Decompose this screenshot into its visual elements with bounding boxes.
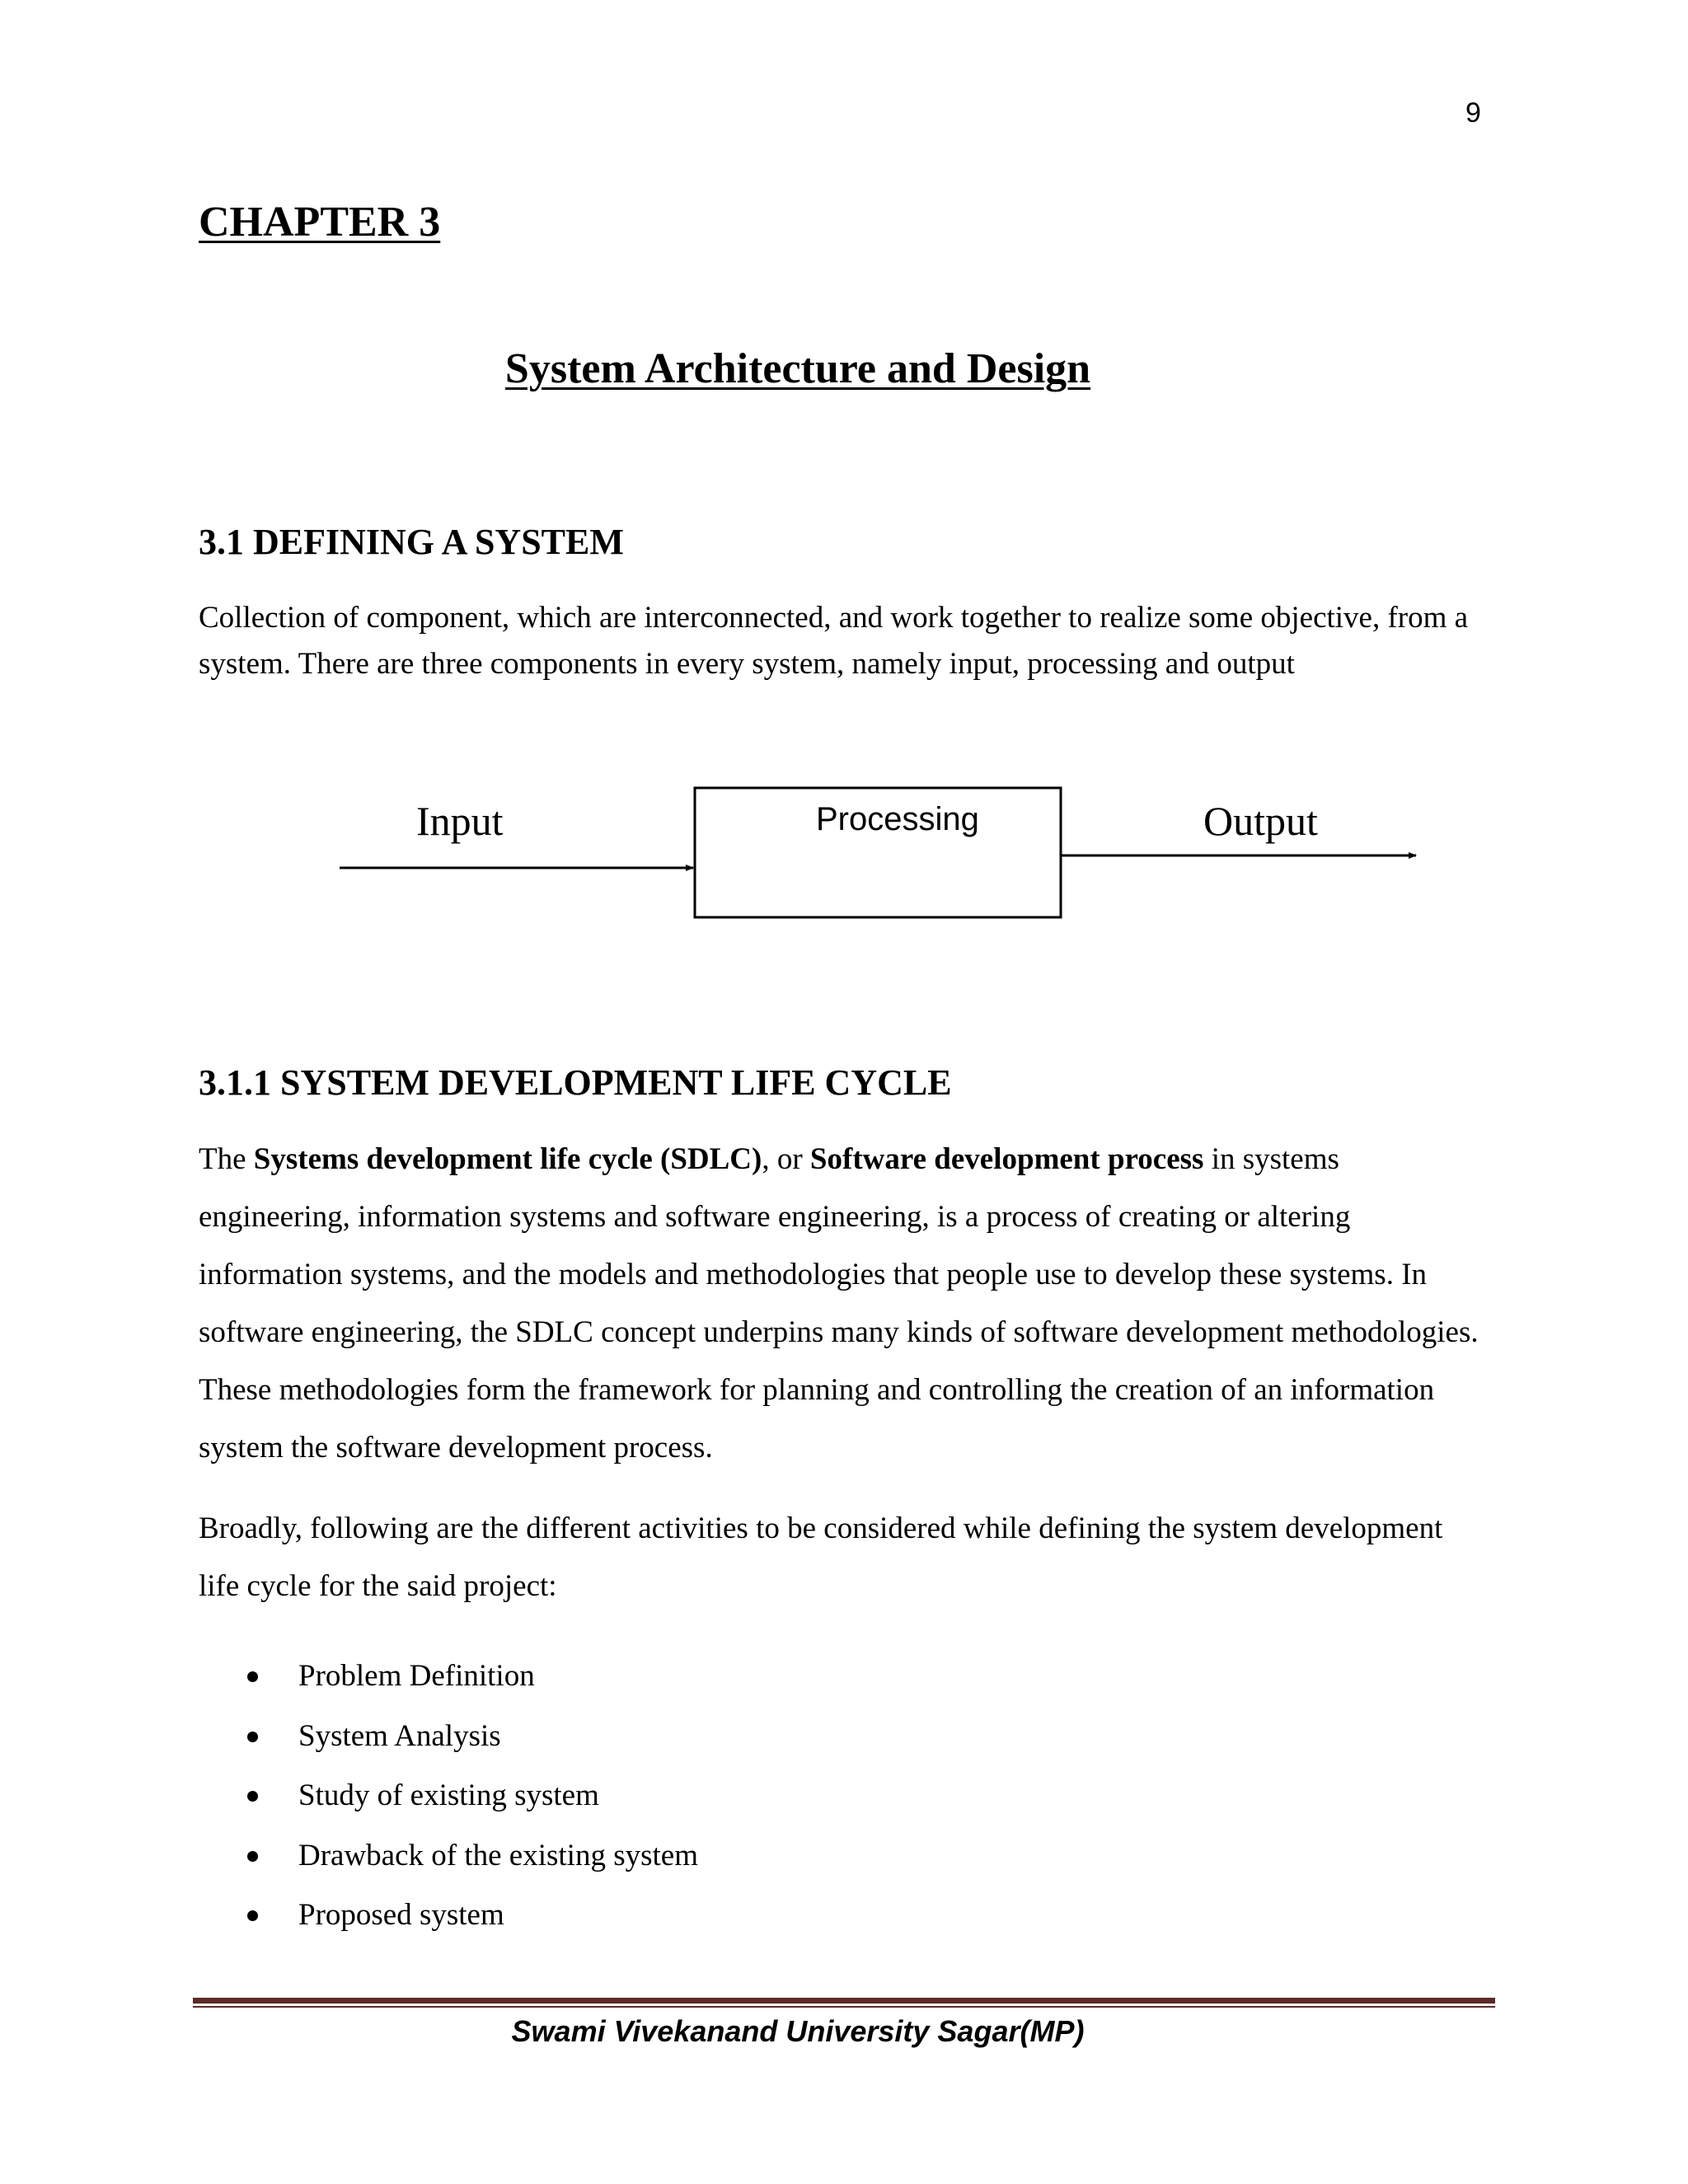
sdlc-paragraph-middle: , or xyxy=(762,1142,810,1176)
list-item xyxy=(247,1707,698,1767)
sdlc-paragraph-body: in systems engineering, information systems and software engineering, is a process of creating or altering information systems, and the models and methodologies that people use to develop these systems. In software engineering, the SDLC concept underpins many kinds of software development methodologies. These methodologies form the framework for planning and controlling the creation of an information system the software development process. xyxy=(199,1142,1479,1465)
footer-divider xyxy=(193,1998,1495,2008)
bullet-icon xyxy=(247,1671,258,1682)
list-item-text: System Analysis xyxy=(298,1718,501,1753)
list-item-text: Study of existing system xyxy=(298,1779,599,1812)
sdlc-paragraph-prefix: The xyxy=(199,1142,254,1176)
sdlc-paragraph xyxy=(199,1131,1484,1477)
activities-intro-paragraph: Broadly, following are the different activities to be considered while defining the system development life cycle for the said project: xyxy=(199,1511,1443,1603)
page-title: System Architecture and Design xyxy=(504,345,1091,392)
list-item-text: Drawback of the existing system xyxy=(298,1838,698,1872)
section-heading-sdlc: 3.1.1 SYSTEM DEVELOPMENT LIFE CYCLE xyxy=(199,1062,952,1103)
system-definition-paragraph: Collection of component, which are interconnected, and work together to realize some objective, from a system. There are three components in every system, namely input, processing and output xyxy=(199,601,1469,681)
bullet-icon xyxy=(247,1851,258,1862)
diagram-input-label: Input xyxy=(416,798,504,844)
diagram-processing-label: Processing xyxy=(816,801,979,837)
list-item-text: Proposed system xyxy=(298,1898,504,1932)
list-item xyxy=(247,1886,698,1946)
bullet-icon xyxy=(247,1910,258,1921)
bullet-icon xyxy=(247,1732,258,1742)
list-item-text: Problem Definition xyxy=(298,1659,535,1693)
list-item xyxy=(247,1766,698,1826)
diagram-output-label: Output xyxy=(1203,798,1318,844)
section-heading-defining-system: 3.1 DEFINING A SYSTEM xyxy=(199,522,624,562)
sdlc-term: Systems development life cycle (SDLC) xyxy=(253,1142,762,1176)
bullet-icon xyxy=(247,1791,258,1802)
footer-university: Swami Vivekanand University Sagar(MP) xyxy=(511,2014,1085,2048)
ipo-diagram xyxy=(330,775,1451,940)
list-item xyxy=(247,1826,698,1886)
software-development-process-term: Software development process xyxy=(809,1142,1204,1176)
activities-list xyxy=(247,1647,698,1946)
chapter-label: CHAPTER 3 xyxy=(199,199,441,246)
list-item xyxy=(247,1647,698,1707)
page-number: 9 xyxy=(1465,97,1481,129)
